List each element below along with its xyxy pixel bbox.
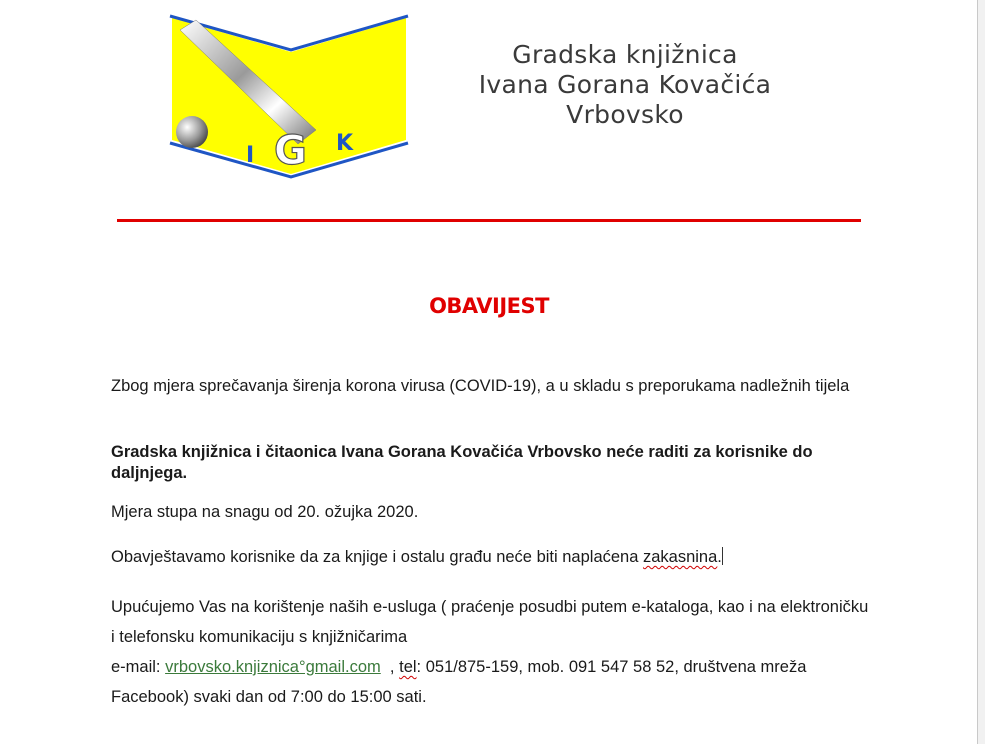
library-logo <box>166 12 410 180</box>
late-fees-period: . <box>717 548 722 566</box>
email-separator: , <box>380 658 400 676</box>
logo-silver-ball <box>176 116 208 148</box>
contact-details: : 051/875-159, mob. 091 547 58 52, društvena mreža Facebook) svaki dan od 7:00 do 15:00 sati. <box>111 658 807 706</box>
late-fees-text: Obavještavamo korisnike da za knjige i ostalu građu neće biti naplaćena <box>111 548 643 566</box>
e-services-text: Upućujemo Vas na korištenje naših e-usluga ( praćenje posudbi putem e-kataloga, kao i na elektroničku i telefonsku komunikaciju s knjižničarima <box>111 598 869 646</box>
paragraph-late-fees <box>111 547 871 568</box>
paragraph-closure: Gradska knjižnica i čitaonica Ivana Gorana Kovačića Vrbovsko neće raditi za korisnike do daljnjega. <box>111 443 813 482</box>
late-fee-word: zakasnina <box>642 548 718 566</box>
paragraph-e-services <box>111 592 871 712</box>
page-edge <box>977 0 985 744</box>
header-divider <box>117 219 861 222</box>
org-name-line-1: Gradska knjižnica <box>512 40 738 69</box>
notice-title: OBAVIJEST <box>429 294 549 318</box>
org-name-line-3: Vrbovsko <box>566 100 684 129</box>
text-cursor <box>722 547 723 565</box>
paragraph-reason: Zbog mjera sprečavanja širenja korona virusa (COVID-19), a u skladu s preporukama nadležnih tijela <box>111 377 850 395</box>
paragraph-effective-date: Mjera stupa na snagu od 20. ožujka 2020. <box>111 503 419 521</box>
email-link[interactable]: vrbovsko.knjiznica°gmail.com <box>165 658 381 676</box>
logo-letter-g: G <box>274 128 307 174</box>
email-label: e-mail: <box>111 658 166 676</box>
logo-letter-i: I <box>246 143 255 168</box>
tel-label: tel <box>399 658 417 676</box>
organization-name <box>420 40 830 130</box>
org-name-line-2: Ivana Gorana Kovačića <box>478 70 772 99</box>
logo-letter-k: K <box>336 131 354 156</box>
